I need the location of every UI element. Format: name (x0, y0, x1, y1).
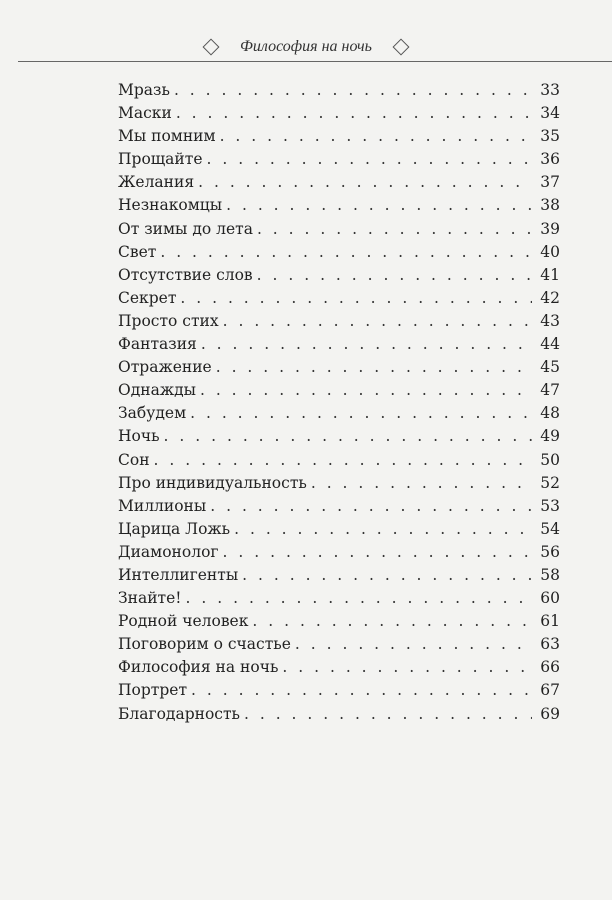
toc-entry-title: Однажды (118, 381, 196, 400)
dot-leader (186, 589, 532, 607)
toc-entry-page: 43 (540, 311, 560, 330)
toc-entry-title: Философия на ночь (118, 658, 279, 677)
toc-entry-page: 48 (540, 404, 560, 423)
dot-leader (174, 81, 532, 99)
toc-entry (118, 335, 560, 358)
toc-entry-page: 58 (540, 565, 560, 584)
toc-entry-title: Свет (118, 242, 157, 261)
dot-leader (180, 289, 532, 307)
toc-entry-title: Желания (118, 173, 195, 192)
toc-entry-title: Ночь (118, 427, 160, 446)
dot-leader (242, 566, 532, 584)
toc-entry-page: 44 (540, 335, 560, 354)
toc-entry-page: 40 (540, 242, 560, 261)
toc-entry-title: Царица Ложь (118, 519, 231, 538)
table-of-contents (118, 81, 560, 728)
toc-entry (118, 497, 560, 520)
toc-entry-title: Секрет (118, 288, 177, 307)
toc-entry-title: Знайте! (118, 589, 182, 608)
toc-entry-page: 36 (540, 150, 560, 169)
toc-entry-title: Маски (118, 104, 172, 123)
toc-entry (118, 173, 560, 196)
toc-entry (118, 612, 560, 635)
toc-entry-title: Мразь (118, 81, 170, 99)
dot-leader (200, 381, 532, 399)
header-title: Философия на ночь (240, 37, 372, 55)
dot-leader (244, 705, 532, 723)
toc-entry-page: 69 (540, 704, 560, 723)
toc-entry-page: 37 (540, 173, 560, 192)
toc-entry-title: Незнакомцы (118, 196, 223, 215)
toc-entry-page: 54 (540, 519, 560, 538)
dot-leader (154, 451, 532, 469)
toc-entry-title: Интеллигенты (118, 565, 239, 584)
toc-entry-page: 50 (540, 450, 560, 469)
toc-entry (118, 81, 560, 104)
toc-entry-title: Благодарность (118, 704, 240, 723)
dot-leader (220, 127, 532, 145)
dot-leader (257, 220, 532, 238)
toc-entry-page: 33 (540, 81, 560, 99)
toc-entry (118, 474, 560, 497)
dot-leader (191, 681, 532, 699)
dot-leader (252, 612, 532, 630)
toc-entry (118, 427, 560, 450)
toc-entry (118, 451, 560, 474)
dot-leader (226, 196, 532, 214)
toc-entry-title: Отсутствие слов (118, 265, 253, 284)
toc-entry (118, 220, 560, 243)
diamond-ornament-icon (393, 38, 410, 55)
toc-entry-page: 38 (540, 196, 560, 215)
toc-entry (118, 635, 560, 658)
toc-entry (118, 289, 560, 312)
toc-entry-page: 66 (540, 658, 560, 677)
dot-leader (223, 312, 532, 330)
toc-entry-title: Портрет (118, 681, 188, 700)
toc-entry (118, 566, 560, 589)
toc-entry (118, 589, 560, 612)
toc-entry-title: Про индивидуальность (118, 473, 307, 492)
dot-leader (176, 104, 532, 122)
toc-entry-page: 42 (540, 288, 560, 307)
toc-entry-title: Родной человек (118, 612, 249, 631)
toc-entry-page: 35 (540, 127, 560, 146)
running-header (0, 36, 612, 60)
toc-entry (118, 243, 560, 266)
toc-entry-title: Прощайте (118, 150, 203, 169)
toc-entry (118, 266, 560, 289)
toc-entry-page: 56 (540, 542, 560, 561)
dot-leader (223, 543, 532, 561)
toc-entry (118, 681, 560, 704)
toc-entry-title: Фантазия (118, 335, 197, 354)
dot-leader (234, 520, 532, 538)
dot-leader (295, 635, 532, 653)
toc-entry (118, 404, 560, 427)
toc-entry (118, 150, 560, 173)
dot-leader (207, 150, 532, 168)
toc-entry-page: 53 (540, 496, 560, 515)
toc-entry (118, 127, 560, 150)
toc-entry-title: Миллионы (118, 496, 207, 515)
toc-entry-title: Диамонолог (118, 542, 219, 561)
toc-entry (118, 658, 560, 681)
toc-entry-title: Просто стих (118, 311, 219, 330)
dot-leader (282, 658, 532, 676)
toc-entry-page: 60 (540, 589, 560, 608)
toc-entry-page: 61 (540, 612, 560, 631)
dot-leader (210, 497, 532, 515)
toc-entry (118, 196, 560, 219)
toc-entry (118, 358, 560, 381)
toc-entry-title: Сон (118, 450, 150, 469)
toc-entry (118, 312, 560, 335)
toc-entry-page: 52 (540, 473, 560, 492)
dot-leader (257, 266, 532, 284)
toc-entry (118, 104, 560, 127)
dot-leader (201, 335, 532, 353)
toc-entry-page: 49 (540, 427, 560, 446)
dot-leader (190, 404, 532, 422)
dot-leader (311, 474, 532, 492)
toc-entry-title: Отражение (118, 358, 212, 377)
toc-entry-page: 39 (540, 219, 560, 238)
toc-entry (118, 381, 560, 404)
toc-entry-title: Мы помним (118, 127, 216, 146)
toc-entry-page: 41 (540, 265, 560, 284)
toc-entry (118, 520, 560, 543)
header-rule (18, 61, 612, 62)
toc-entry (118, 705, 560, 728)
toc-entry-title: От зимы до лета (118, 219, 253, 238)
dot-leader (198, 173, 532, 191)
toc-entry-page: 47 (540, 381, 560, 400)
toc-entry-title: Забудем (118, 404, 187, 423)
toc-entry-page: 45 (540, 358, 560, 377)
toc-entry-title: Поговорим о счастье (118, 635, 291, 654)
toc-entry-page: 67 (540, 681, 560, 700)
toc-entry-page: 34 (540, 104, 560, 123)
diamond-ornament-icon (202, 38, 219, 55)
dot-leader (164, 427, 532, 445)
toc-entry-page: 63 (540, 635, 560, 654)
toc-entry (118, 543, 560, 566)
dot-leader (216, 358, 532, 376)
dot-leader (160, 243, 532, 261)
